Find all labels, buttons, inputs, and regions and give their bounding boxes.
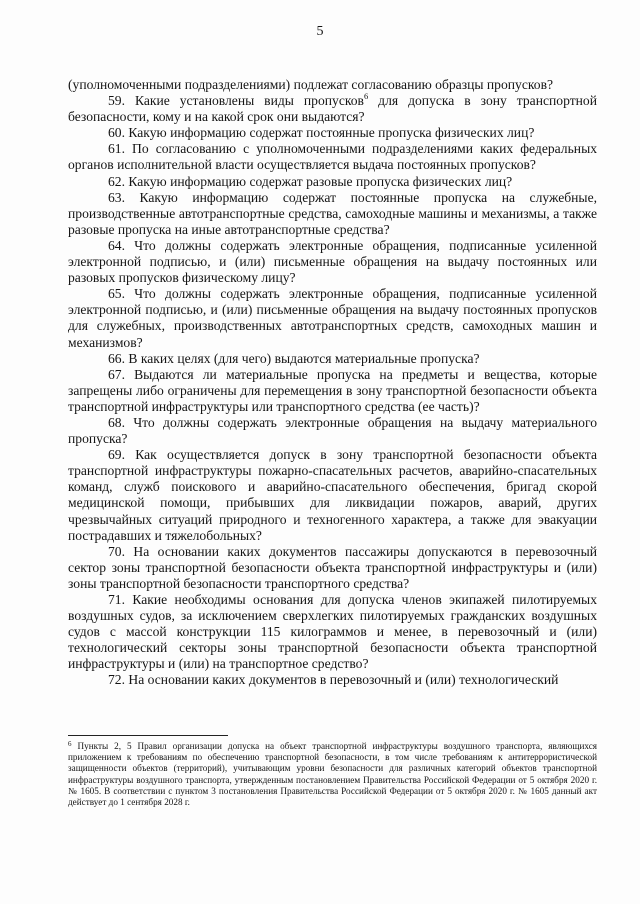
paragraph: 68. Что должны содержать электронные обращения на выдачу материального пропуска? [68, 414, 597, 447]
paragraph: 69. Как осуществляется допуск в зону транспортной безопасности объекта транспортной инфраструктуры пожарно-спасательных расчетов, аварийно-спасательных команд, служб поискового и аварийно-спасательного обеспечения, бригад скорой медицинской помощи, прибывших для ликвидации пожаров, аварий, других чрезвычайных ситуаций природного и техногенного характера, а также для эвакуации пострадавших и тяжелобольных? [68, 447, 597, 543]
paragraph: (уполномоченными подразделениями) подлежат согласованию образцы пропусков? [68, 77, 554, 92]
paragraph: 67. Выдаются ли материальные пропуска на предметы и вещества, которые запрещены либо ограничены для перемещения в зону транспортной безопасности объекта транспортной инфраструктуры или транспортного средства (ее часть)? [68, 366, 597, 414]
footnote-reference[interactable]: 6 [363, 91, 369, 102]
paragraph: 70. На основании каких документов пассажиры допускаются в перевозочный сектор зоны транспортной безопасности объекта транспортной инфраструктуры и (или) зоны транспортной безопасности транспортного средства? [68, 543, 597, 591]
footnote [68, 741, 597, 808]
paragraph: 71. Какие необходимы основания для допуска членов экипажей пилотируемых воздушных судов, за исключением сверхлегких пилотируемых гражданских воздушных судов с массой конструкции 115 килограммов и менее, в перевозочный и (или) технологический секторы зоны транспортной безопасности объекта транспортной инфраструктуры и (или) на транспортное средство? [68, 592, 597, 672]
paragraph: 72. На основании каких документов в перевозочный и (или) технологический [108, 672, 559, 688]
paragraph: 64. Что должны содержать электронные обращения, подписанные усиленной электронной подписью, и (или) письменные обращения на выдачу постоянных или разовых пропусков физическому лицу? [68, 237, 597, 286]
paragraph: 62. Какую информацию содержат разовые пропуска физических лиц? [108, 173, 513, 189]
paragraph: 65. Что должны содержать электронные обращения, подписанные усиленной электронной подписью, и (или) письменные обращения на выдачу постоянных пропусков для служебных, производственных автотранспортных средств, самоходных машин и механизмов? [68, 286, 597, 350]
footnote-mark: 6 [68, 740, 72, 748]
paragraph: 61. По согласованию с уполномоченными подразделениями каких федеральных органов исполнительной власти осуществляется выдача постоянных пропусков? [68, 141, 597, 173]
paragraph-text: для допуска в зону транспортной безопасности, кому и на какой срок они выдаются? [68, 93, 597, 125]
paragraph: 60. Какую информацию содержат постоянные пропуска физических лиц? [108, 125, 535, 141]
paragraph-text: 59. Какие установлены виды пропусков [108, 93, 364, 109]
paragraph: 63. Какую информацию содержат постоянные пропуска на служебные, производственные автотранспортные средства, самоходные машины и механизмы, а также разовые пропуска на иные автотранспортные средства? [68, 189, 597, 237]
body-text [68, 77, 597, 689]
paragraph: 66. В каких целях (для чего) выдаются материальные пропуска? [108, 350, 480, 366]
page-number: 5 [316, 24, 324, 39]
footnote-text [68, 741, 597, 808]
footnote-body: Пункты 2, 5 Правил организации допуска на объект транспортной инфраструктуры воздушного транспорта, являющихся приложением к требованиям по обеспечению транспортной безопасности, в том числе требованиям к антитеррористической защищенности объектов (территорий), учитывающим уровни безопасности для различных категорий объектов транспортной инфраструктуры воздушного транспорта, утвержденным постановлением Правительства Российской Федерации от 5 октября 2020 г. № 1605. В соответствии с пунктом 3 постановления Правительства Российской Федерации от 5 октября 2020 г. № 1605 данный акт действует до 1 сентября 2028 г. [68, 741, 597, 808]
paragraph [68, 93, 597, 125]
footnote-separator [68, 735, 228, 736]
